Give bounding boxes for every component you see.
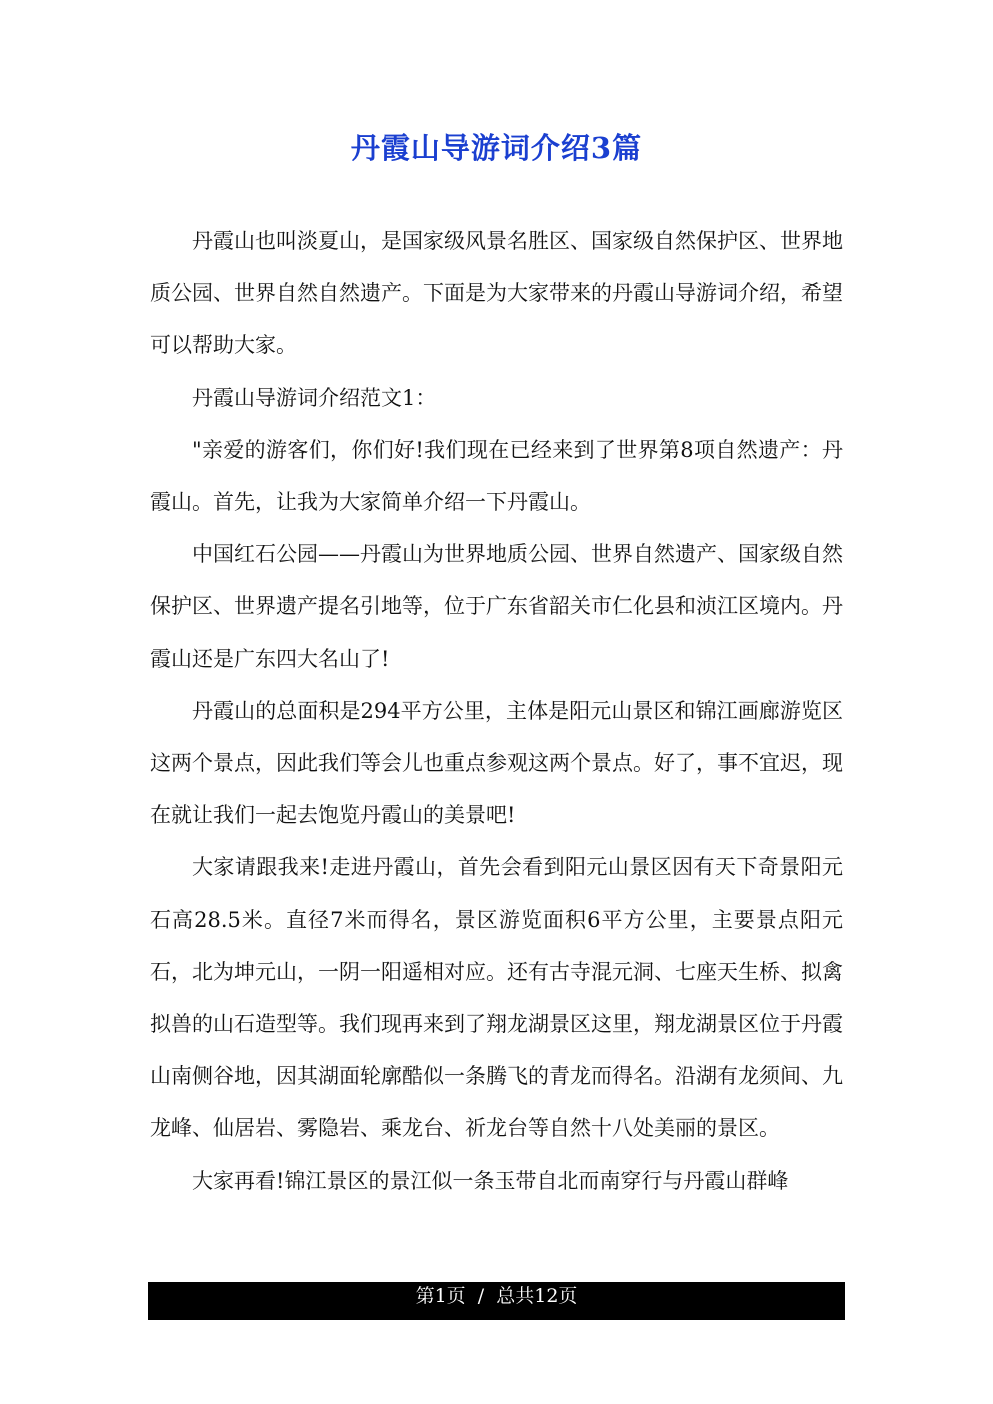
page-title: 丹霞山导游词介绍3篇	[350, 131, 643, 165]
paragraph-jinjiang-scenic: 大家再看!锦江景区的景江似一条玉带自北而南穿行与丹霞山群峰	[192, 1168, 789, 1193]
paragraph-greeting: "亲爱的游客们，你们好!我们现在已经来到了世界第8项自然遗产：丹霞山。首先，让我为大家简单介绍一下丹霞山。	[150, 437, 843, 515]
paragraph-intro: 丹霞山也叫淡夏山，是国家级风景名胜区、国家级自然保护区、世界地质公园、世界自然自然遗产。下面是为大家带来的丹霞山导游词介绍，希望可以帮助大家。	[150, 229, 843, 358]
article-body	[150, 215, 843, 1207]
page-indicator: 第1页 / 总共12页	[415, 1285, 578, 1307]
paragraph-sample-heading: 丹霞山导游词介绍范文1：	[192, 385, 437, 410]
page-footer	[148, 1282, 845, 1320]
paragraph-yangyuan-scenic: 大家请跟我来!走进丹霞山，首先会看到阳元山景区因有天下奇景阳元石高28.5米。直径7米而得名，景区游览面积6平方公里，主要景点阳元石，北为坤元山，一阴一阳遥相对应。还有古寺混元洞、七座天生桥、拟禽拟兽的山石造型等。我们现再来到了翔龙湖景区这里，翔龙湖景区位于丹霞山南侧谷地，因其湖面轮廓酷似一条腾飞的青龙而得名。沿湖有龙须间、九龙峰、仙居岩、雾隐岩、乘龙台、祈龙台等自然十八处美丽的景区。	[150, 855, 843, 1141]
paragraph-area: 丹霞山的总面积是294平方公里，主体是阳元山景区和锦江画廊游览区这两个景点，因此我们等会儿也重点参观这两个景点。好了，事不宜迟，现在就让我们一起去饱览丹霞山的美景吧!	[150, 698, 843, 828]
paragraph-location: 中国红石公园——丹霞山为世界地质公园、世界自然遗产、国家级自然保护区、世界遗产提名引地等，位于广东省韶关市仁化县和浈江区境内。丹霞山还是广东四大名山了!	[150, 542, 843, 671]
